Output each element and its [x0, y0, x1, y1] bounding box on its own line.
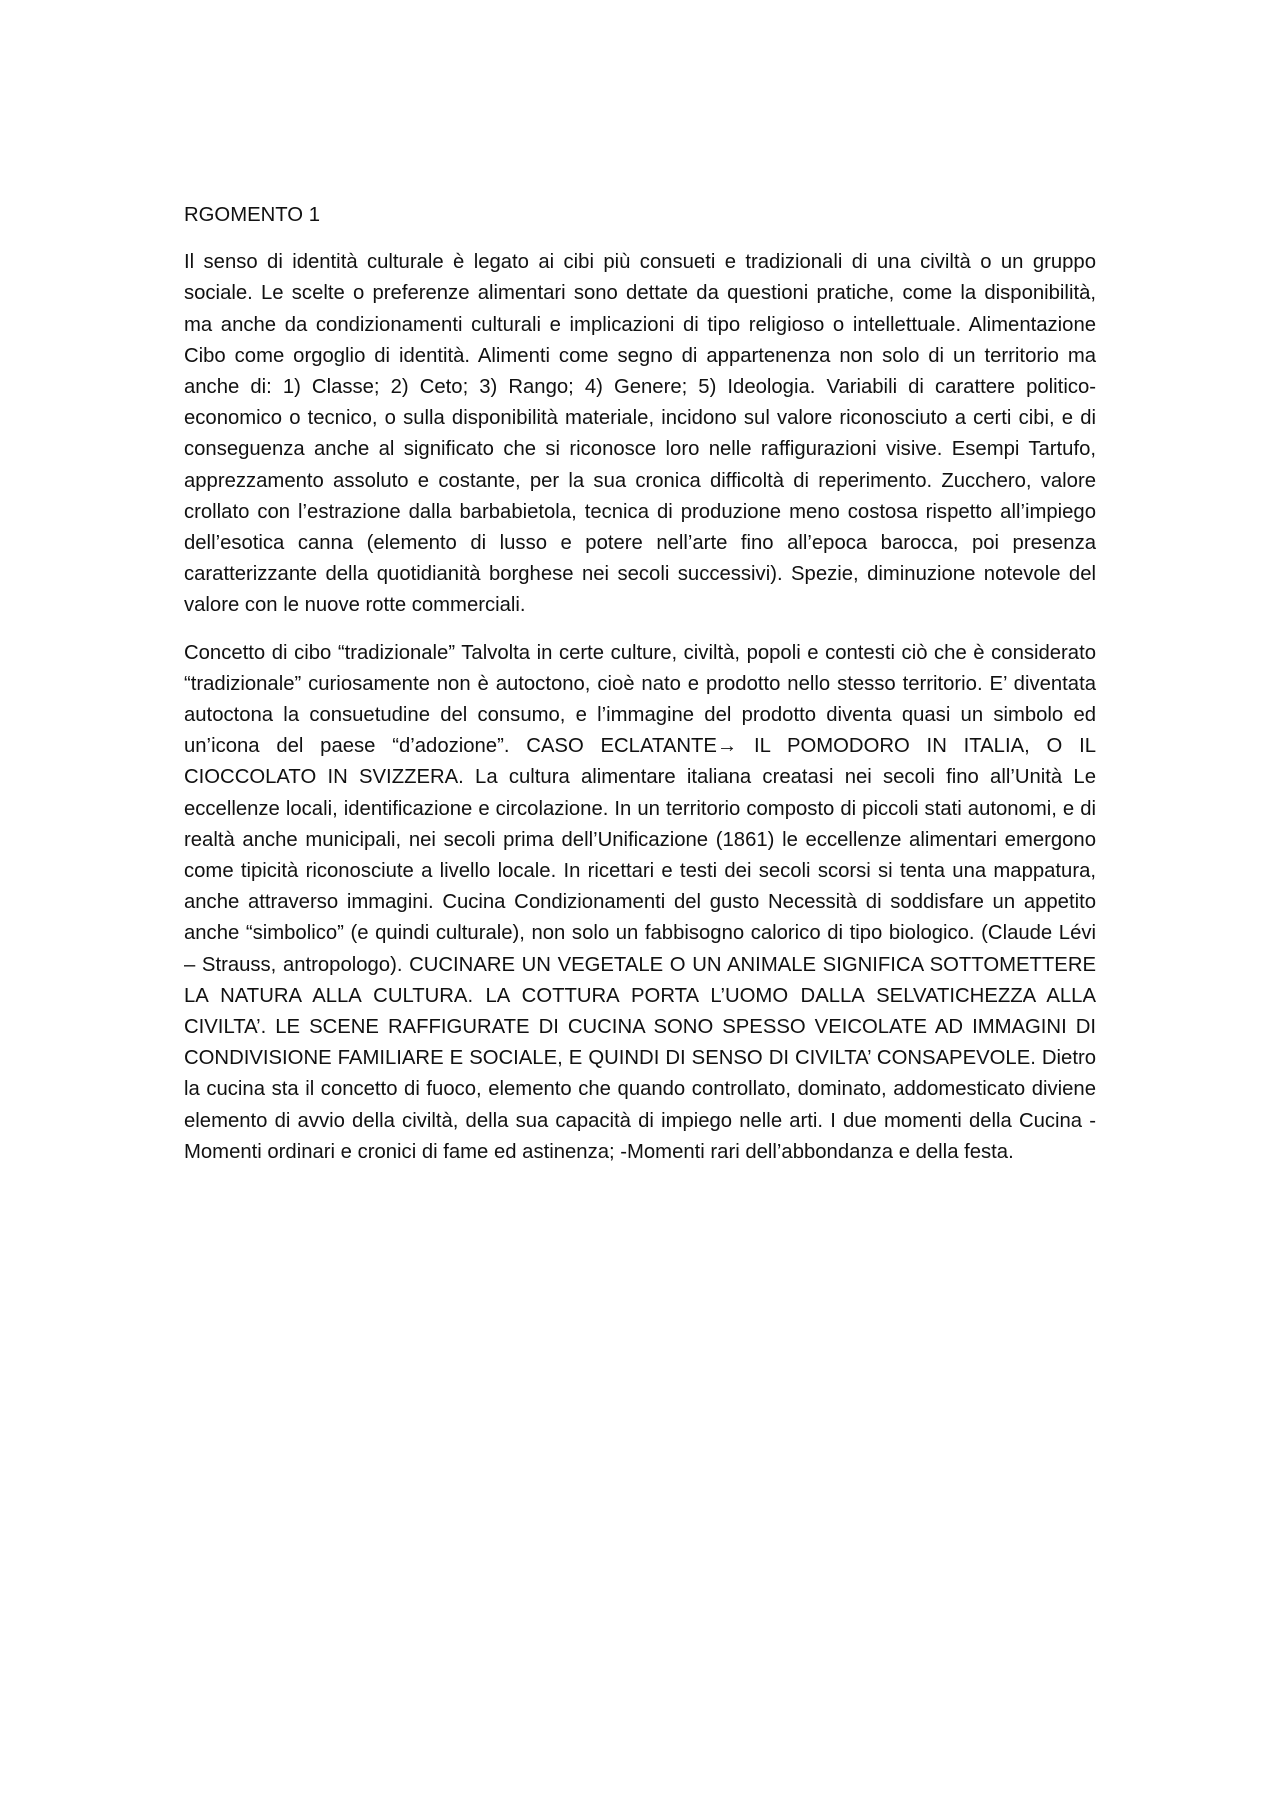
paragraph-cibo-tradizionale: Concetto di cibo “tradizionale” Talvolta in certe culture, civiltà, popoli e contesti ciò che è considerato “tradizionale” curiosamente non è autoctono, cioè nato e prodotto nello stesso territorio. E’ diventata autoctona la consuetudine del consumo, e l’immagine del prodotto diventa quasi un simbolo ed un’icona del paese “d’adozione”. CASO ECLATANTE→ IL POMODORO IN ITALIA, O IL CIOCCOLATO IN SVIZZERA. La cultura alimentare italiana creatasi nei secoli fino all’Unità Le eccellenze locali, identificazione e circolazione. In un territorio composto di piccoli stati autonomi, e di realtà anche municipali, nei secoli prima dell’Unificazione (1861) le eccellenze alimentari emergono come tipicità riconosciute a livello locale. In ricettari e testi dei secoli scorsi si tenta una mappatura, anche attraverso immagini. Cucina Condizionamenti del gusto Necessità di soddisfare un appetito anche “simbolico” (e quindi culturale), non solo un fabbisogno calorico di tipo biologico. (Claude Lévi – Strauss, antropologo). CUCINARE UN VEGETALE O UN ANIMALE SIGNIFICA SOTTOMETTERE LA NATURA ALLA CULTURA. LA COTTURA PORTA L’UOMO DALLA SELVATICHEZZA ALLA CIVILTA’. LE SCENE RAFFIGURATE DI CUCINA SONO SPESSO VEICOLATE AD IMMAGINI DI CONDIVISIONE FAMILIARE E SOCIALE, E QUINDI DI SENSO DI CIVILTA’ CONSAPEVOLE. Dietro la cucina sta il concetto di fuoco, elemento che quando controllato, dominato, addomesticato diviene elemento di avvio della civiltà, della sua capacità di impiego nelle arti. I due momenti della Cucina -Momenti ordinari e cronici di fame ed astinenza; -Momenti rari dell’abbondanza e della festa. [184, 641, 1096, 1163]
document-body [184, 200, 1096, 1184]
document-heading: RGOMENTO 1 [184, 204, 320, 226]
paragraph-identita-culturale: Il senso di identità culturale è legato ai cibi più consueti e tradizionali di una civiltà o un gruppo sociale. Le scelte o preferenze alimentari sono dettate da questioni pratiche, come la disponibilità, ma anche da condizionamenti culturali e implicazioni di tipo religioso o intellettuale. Alimentazione Cibo come orgoglio di identità. Alimenti come segno di appartenenza non solo di un territorio ma anche di: 1) Classe; 2) Ceto; 3) Rango; 4) Genere; 5) Ideologia. Variabili di carattere politico-economico o tecnico, o sulla disponibilità materiale, incidono sul valore riconosciuto a certi cibi, e di conseguenza anche al significato che si riconosce loro nelle raffigurazioni visive. Esempi Tartufo, apprezzamento assoluto e costante, per la sua cronica difficoltà di reperimento. Zucchero, valore crollato con l’estrazione dalla barbabietola, tecnica di produzione meno costosa rispetto all’impiego dell’esotica canna (elemento di lusso e potere nell’arte fino all’epoca barocca, poi presenza caratterizzante della quotidianità borghese nei secoli successivi). Spezie, diminuzione notevole del valore con le nuove rotte commerciali. [184, 251, 1096, 617]
